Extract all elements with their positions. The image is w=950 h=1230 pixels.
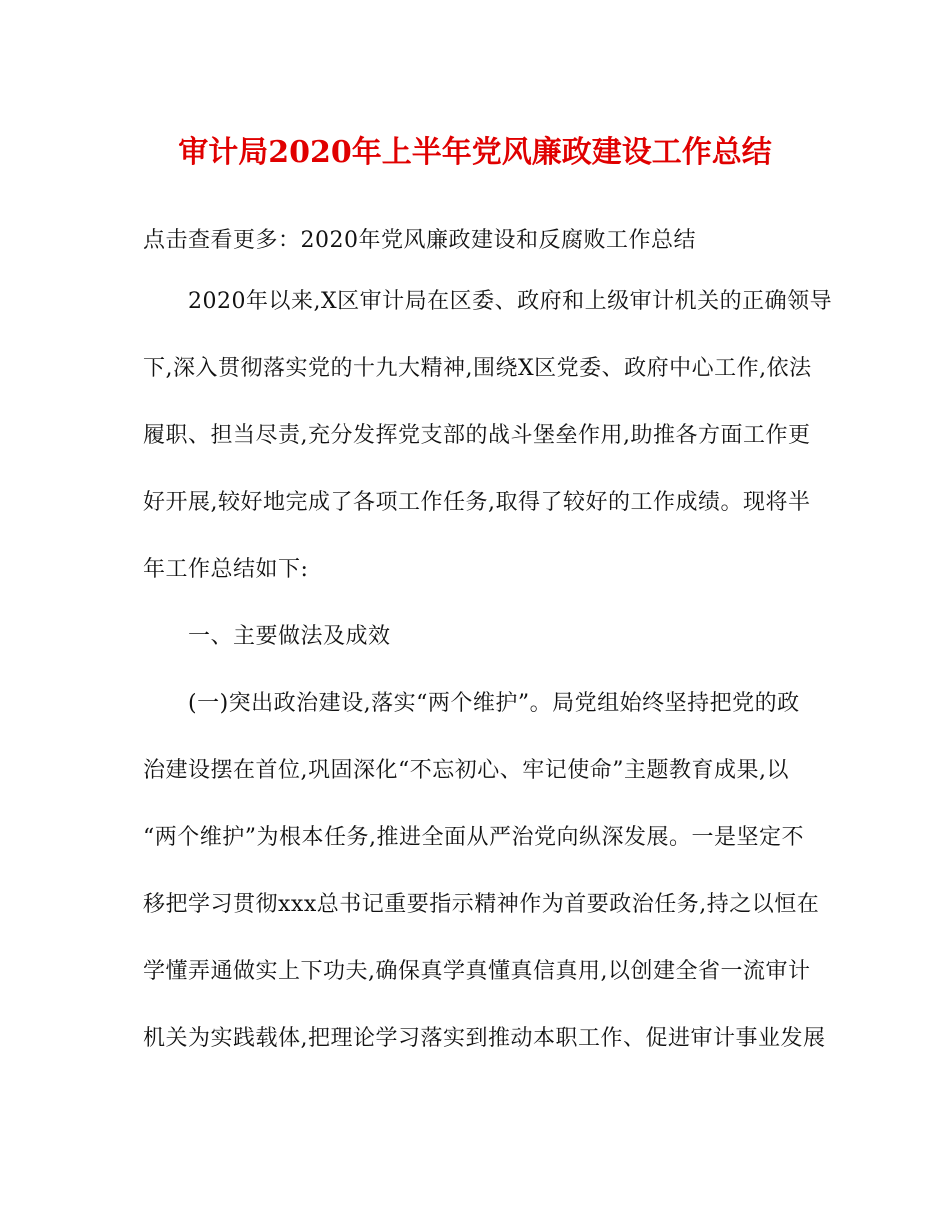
- paragraph-line: 下,深入贯彻落实党的十九大精神,围绕X区党委、政府中心工作,依法: [143, 356, 812, 381]
- paragraph-line: 机关为实践载体,把理论学习落实到推动本职工作、促进审计事业发展: [143, 1026, 826, 1051]
- paragraph-line: 学懂弄通做实上下功夫,确保真学真懂真信真用,以创建全省一流审计: [143, 959, 811, 984]
- paragraph-line: (一)突出政治建设,落实“两个维护”。局党组始终坚持把党的政: [143, 691, 800, 716]
- paragraph-line: “两个维护”为根本任务,推进全面从严治党向纵深发展。一是坚定不: [143, 825, 804, 850]
- paragraph-line: 履职、担当尽责,充分发挥党支部的战斗堡垒作用,助推各方面工作更: [143, 423, 811, 448]
- section-heading: 一、主要做法及成效: [143, 624, 391, 649]
- paragraph-line: 好开展,较好地完成了各项工作任务,取得了较好的工作成绩。现将半: [143, 490, 811, 515]
- paragraph-line: 年工作总结如下:: [143, 557, 309, 582]
- paragraph-line: 移把学习贯彻xxx总书记重要指示精神作为首要政治任务,持之以恒在: [143, 892, 820, 917]
- paragraph-line: 2020年以来,X区审计局在区委、政府和上级审计机关的正确领导: [143, 289, 833, 314]
- more-link-line: 点击查看更多：2020年党风廉政建设和反腐败工作总结: [143, 228, 696, 253]
- paragraph-line: 治建设摆在首位,巩固深化“不忘初心、牢记使命”主题教育成果,以: [143, 758, 789, 783]
- document-title: 审计局2020年上半年党风廉政建设工作总结: [178, 135, 772, 170]
